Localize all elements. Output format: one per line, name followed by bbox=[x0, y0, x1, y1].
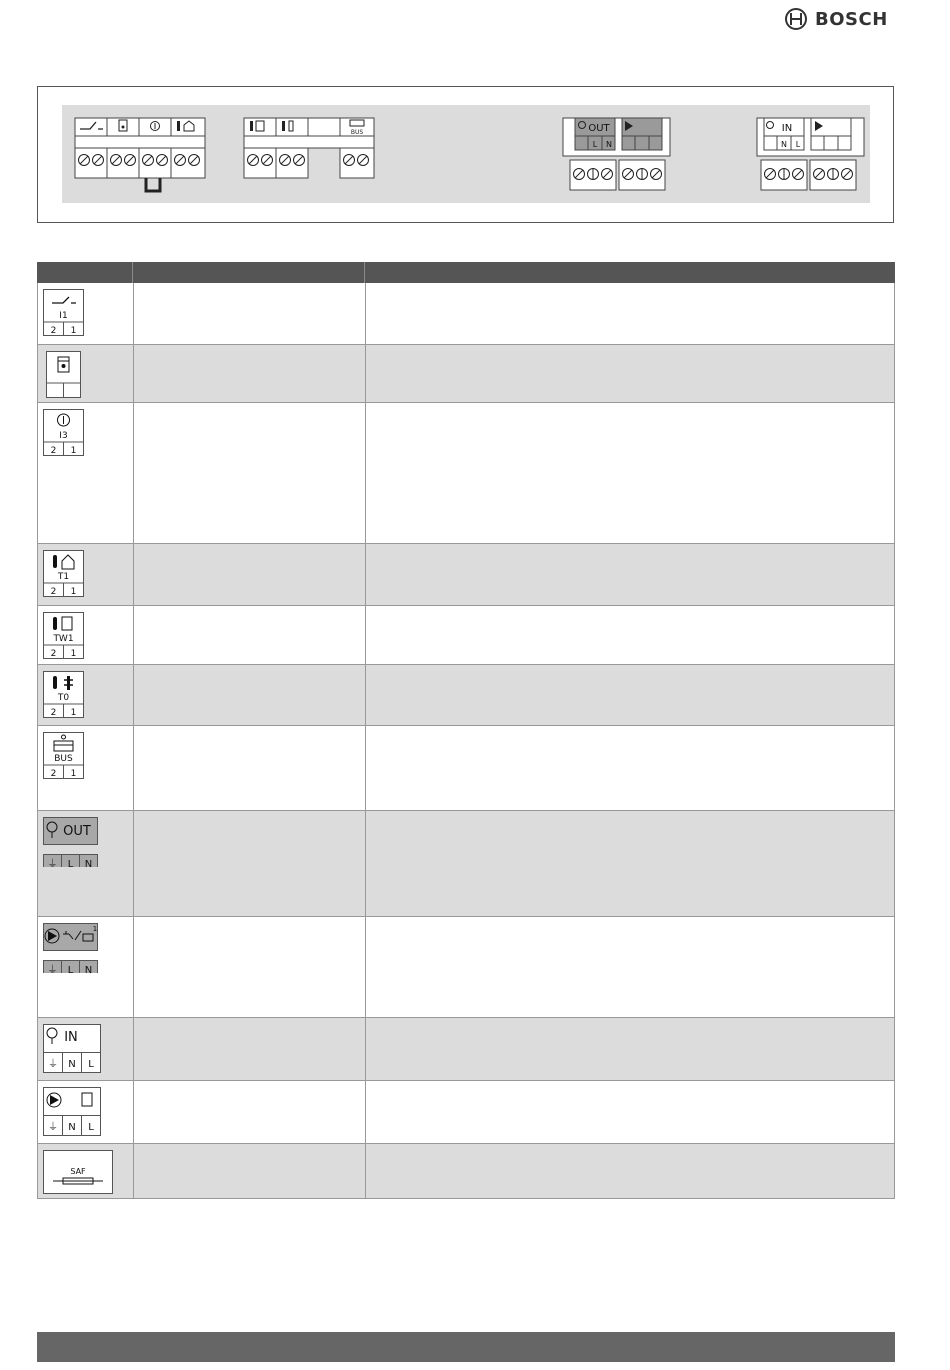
table-row bbox=[37, 665, 895, 726]
pin-label: 1 bbox=[70, 769, 77, 779]
tw-symbol bbox=[43, 612, 85, 662]
pin-label: ⏚ bbox=[48, 1059, 58, 1070]
t-house-icon bbox=[177, 121, 180, 131]
in-label: IN bbox=[781, 123, 793, 134]
pin-label: ⏚ bbox=[47, 859, 58, 867]
switch-symbol bbox=[43, 289, 85, 337]
group4-terminals bbox=[757, 118, 864, 190]
table-row bbox=[37, 1081, 895, 1144]
bus-label-small: BUS bbox=[350, 129, 364, 136]
bosch-armature-icon bbox=[785, 8, 807, 30]
table-row bbox=[37, 1144, 895, 1199]
row-label: T1 bbox=[57, 572, 70, 582]
terminal-board-drawing bbox=[62, 105, 870, 203]
in-n-label: N bbox=[781, 140, 787, 149]
pin-label: 2 bbox=[50, 769, 57, 779]
row-label: IN bbox=[64, 1030, 78, 1045]
pin-label: 2 bbox=[50, 708, 57, 718]
pin-label: N bbox=[84, 859, 93, 867]
bosch-logo bbox=[785, 8, 888, 30]
to-icon bbox=[282, 121, 285, 131]
pump-heat-symbol bbox=[43, 923, 99, 973]
row-label: T0 bbox=[57, 693, 70, 703]
pin-label: N bbox=[68, 1059, 76, 1070]
superscript: 1 bbox=[92, 925, 98, 933]
out-label: OUT bbox=[588, 123, 610, 134]
display-symbol bbox=[43, 351, 85, 399]
table-header bbox=[37, 262, 895, 283]
footer-bar bbox=[37, 1332, 895, 1362]
group1-terminals bbox=[75, 118, 205, 191]
pin-label: N bbox=[84, 965, 93, 973]
bus-symbol bbox=[43, 732, 85, 782]
table-row bbox=[37, 811, 895, 917]
table-row bbox=[37, 917, 895, 1018]
in-symbol bbox=[43, 1024, 103, 1076]
brand-name: BOSCH bbox=[815, 8, 888, 30]
pin-label: ⏚ bbox=[48, 1122, 58, 1133]
terminal-diagram bbox=[37, 86, 894, 223]
terminal-board bbox=[62, 105, 870, 203]
group3-terminals bbox=[563, 118, 670, 190]
thermometer-icon bbox=[53, 676, 57, 689]
out-symbol bbox=[43, 817, 99, 867]
pin-label: 1 bbox=[70, 708, 77, 718]
out-n-label: N bbox=[606, 140, 612, 149]
table-row bbox=[37, 283, 895, 345]
pump-dhw-symbol bbox=[43, 1087, 103, 1139]
ts-symbol bbox=[43, 409, 85, 459]
pin-label: L bbox=[88, 1059, 94, 1070]
pin-label: 1 bbox=[70, 446, 77, 456]
pin-label: 2 bbox=[50, 587, 57, 597]
thermometer-icon bbox=[53, 555, 57, 568]
flow-sensor-icon bbox=[67, 676, 70, 690]
pin-label: 2 bbox=[50, 326, 57, 336]
table-row bbox=[37, 726, 895, 811]
thermometer-icon bbox=[53, 617, 57, 630]
tw-icon bbox=[250, 121, 253, 131]
to-symbol bbox=[43, 671, 85, 721]
pin-label: L bbox=[67, 965, 74, 973]
row-label: SAF bbox=[70, 1167, 86, 1176]
table-row bbox=[37, 606, 895, 665]
row-label: I1 bbox=[59, 311, 68, 321]
row-label: TW1 bbox=[53, 634, 74, 644]
fuse-symbol bbox=[43, 1150, 115, 1198]
pin-label: L bbox=[88, 1122, 94, 1133]
row-label: I3 bbox=[59, 431, 68, 441]
row-label: BUS bbox=[54, 754, 73, 764]
table-row bbox=[37, 345, 895, 403]
pin-label: ⏚ bbox=[47, 965, 58, 973]
pin-label: 1 bbox=[70, 587, 77, 597]
table-row bbox=[37, 1018, 895, 1081]
group2-terminals bbox=[244, 118, 374, 178]
table-row bbox=[37, 544, 895, 606]
pin-label: 1 bbox=[70, 649, 77, 659]
jumper-icon bbox=[146, 178, 160, 191]
pin-label: 2 bbox=[50, 446, 57, 456]
pin-label: N bbox=[68, 1122, 76, 1133]
pin-label: 1 bbox=[70, 326, 77, 336]
row-label: OUT bbox=[63, 824, 91, 839]
in-l-label: L bbox=[795, 140, 801, 149]
pin-label: L bbox=[67, 859, 74, 867]
table-row bbox=[37, 403, 895, 544]
out-l-label: L bbox=[592, 140, 598, 149]
t-house-symbol bbox=[43, 550, 85, 600]
pin-label: 2 bbox=[50, 649, 57, 659]
